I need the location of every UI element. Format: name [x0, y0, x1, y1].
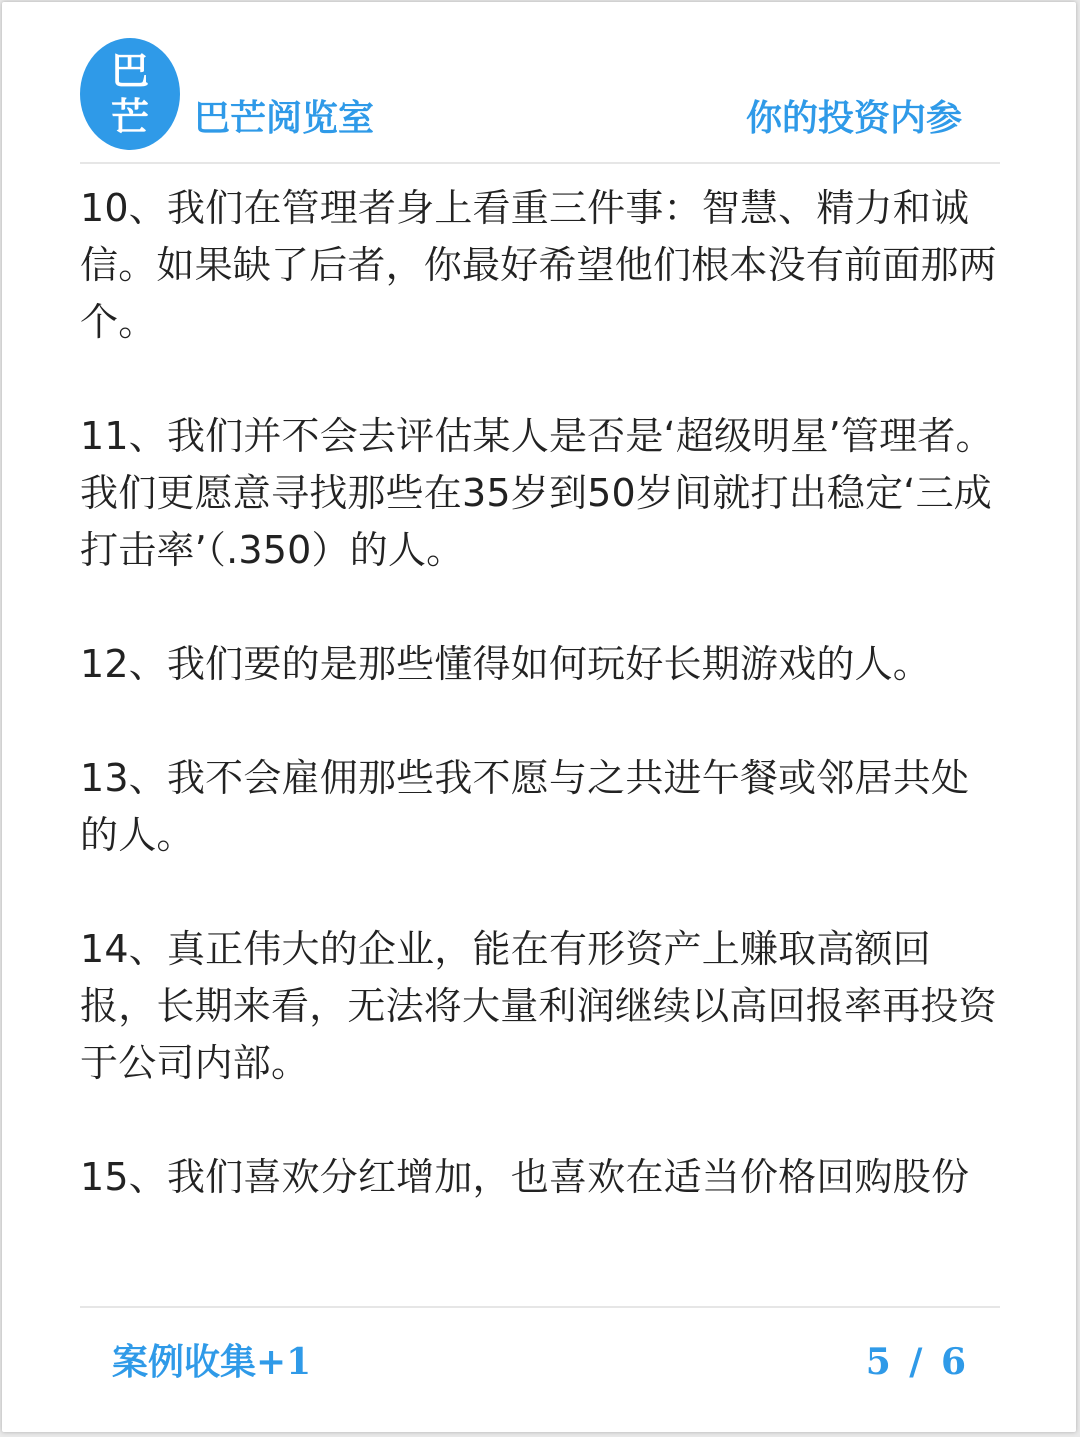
collection-label: 案例收集+1 — [112, 1341, 312, 1383]
header-divider — [80, 162, 1000, 164]
logo-char-1: 巴 — [110, 48, 149, 93]
quote-item-15: 15、我们喜欢分红增加，也喜欢在适当价格回购股份 — [80, 1155, 970, 1199]
brand-name: 巴芒阅览室 — [194, 97, 375, 139]
quote-item-14: 14、真正伟大的企业，能在有形资产上赚取高额回报，长期来看，无法将大量利润继续以高回报率再投资于公司内部。 — [80, 927, 997, 1085]
footer-divider — [80, 1306, 1000, 1308]
quote-item-12: 12、我们要的是那些懂得如何玩好长期游戏的人。 — [80, 642, 931, 686]
tagline: 你的投资内参 — [745, 97, 962, 139]
article-body — [80, 180, 1000, 1263]
page-card — [2, 2, 1076, 1432]
quote-item-10: 10、我们在管理者身上看重三件事：智慧、精力和诚信。如果缺了后者，你最好希望他们根本没有前面那两个。 — [80, 186, 997, 344]
quote-item-11: 11、我们并不会去评估某人是否是‘超级明星’管理者。我们更愿意寻找那些在35岁到50岁间就打出稳定‘三成打击率’（.350）的人。 — [80, 414, 994, 572]
quote-item-13: 13、我不会雇佣那些我不愿与之共进午餐或邻居共处的人。 — [80, 756, 970, 857]
page-indicator: 5 / 6 — [865, 1341, 966, 1383]
logo-char-2: 芒 — [110, 94, 149, 139]
logo-badge — [80, 38, 180, 150]
